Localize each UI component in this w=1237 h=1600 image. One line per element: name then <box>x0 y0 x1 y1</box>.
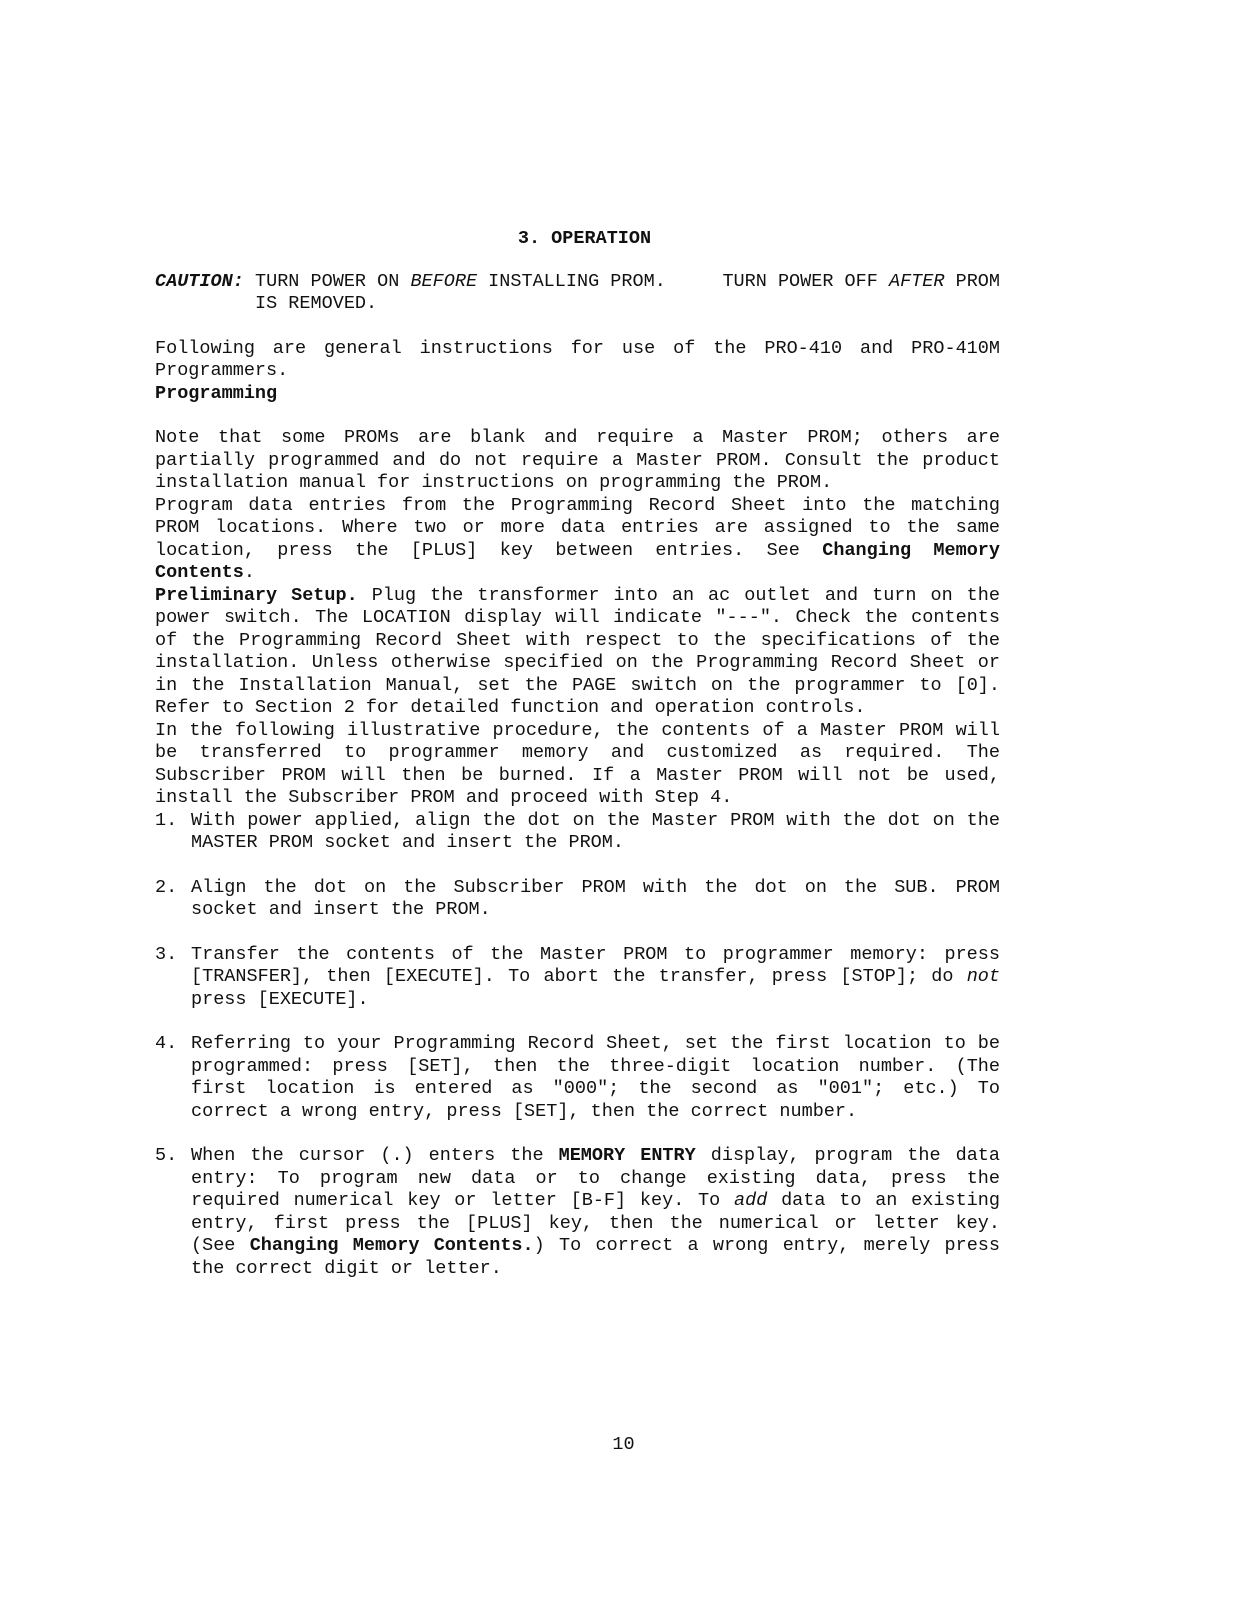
list-item: 5. When the cursor (.) enters the MEMORY ENTRY display, program the data entry: To program new data or to change existing data, press the required numerical key or letter [B-F] key. To add data to an existing entry, first press the [PLUS] key, then the numerical or letter key. (See Changing Memory Contents.) To correct a wrong entry, merely press the correct digit or letter. <box>155 1145 1001 1279</box>
preliminary-heading: Preliminary Setup. <box>155 584 358 606</box>
changing-memory-ref: Changing Memory Contents <box>155 539 1001 583</box>
list-item: 3. Transfer the contents of the Master PROM to programmer memory: press [TRANSFER], then [EXECUTE]. To abort the transfer, press [STOP]; do not press [EXECUTE]. <box>155 943 1000 1010</box>
intro-paragraph: Following are general instructions for use of the PRO-410 and PRO-410M Programmers. <box>155 337 1000 381</box>
caution-label: CAUTION: <box>155 270 244 292</box>
procedure-steps <box>155 810 1000 1281</box>
list-item: 1. With power applied, align the dot on the Master PROM with the dot on the MASTER PROM socket and insert the PROM. <box>155 809 1000 853</box>
list-item: 4. Referring to your Programming Record Sheet, set the first location to be programmed: press [SET], then the three-digit location number. (The first location is entered as "000"; the second as "001"; etc.) To correct a wrong entry, press [SET], then the correct number. <box>155 1033 1000 1122</box>
preliminary-paragraph: Preliminary Setup. Plug the transformer into an ac outlet and turn on the power switch. The LOCATION display will indicate "---". Check the contents of the Programming Record Sheet with respect to the specifications of the installation. Unless otherwise specified on the Programming Record Sheet or in the Installation Manual, set the PAGE switch on the programmer to [0]. Refer to Section 2 for detailed function and operation controls. <box>155 584 1000 718</box>
caution-line2: IS REMOVED. <box>255 293 378 314</box>
section-title: 3. OPERATION <box>517 228 652 249</box>
caution-block: CAUTION: TURN POWER ON BEFORE INSTALLING PROM. TURN POWER OFF AFTER PROM IS REMOVED. <box>155 270 1000 314</box>
program-data-paragraph: Program data entries from the Programming Record Sheet into the matching PROM locations. Where two or more data entries are assigned to the same location, press the [PLUS] key between entries. See Changing Memory Contents. <box>155 494 1001 583</box>
page-number: 10 <box>612 1434 635 1455</box>
programming-heading: Programming <box>155 382 278 404</box>
note-paragraph: Note that some PROMs are blank and require a Master PROM; others are partially programmed and do not require a Master PROM. Consult the product installation manual for instructions on programming the PROM. <box>155 427 1000 493</box>
document-page <box>155 228 1000 1302</box>
illustrative-paragraph: In the following illustrative procedure, the contents of a Master PROM will be transferred to programmer memory and customized as required. The Subscriber PROM will then be burned. If a Master PROM will not be used, install the Subscriber PROM and proceed with Step 4. <box>155 719 1000 808</box>
list-item: 2. Align the dot on the Subscriber PROM with the dot on the SUB. PROM socket and insert the PROM. <box>155 876 1000 920</box>
